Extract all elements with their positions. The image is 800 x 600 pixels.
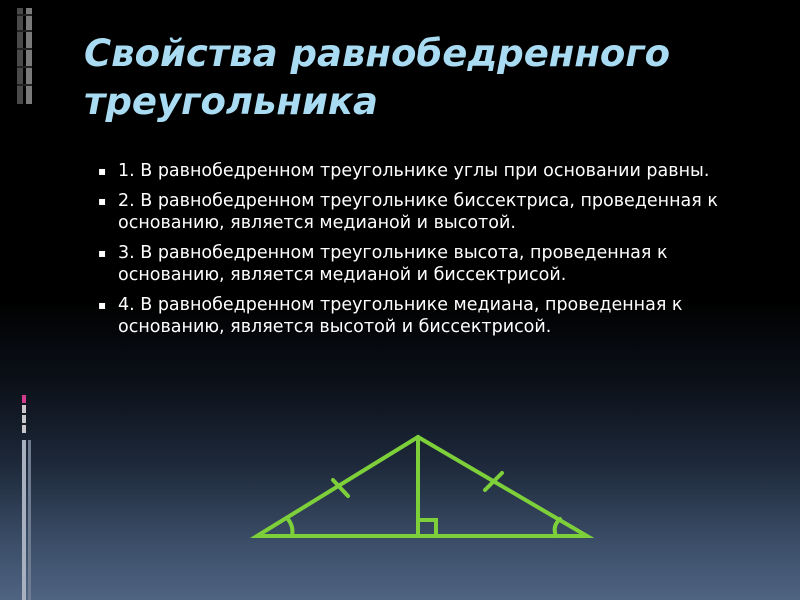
slide-title-line-1: Свойства равнобедренного xyxy=(84,32,671,75)
property-text-2: 2. В равнобедренном треугольнике биссектриса, проведенная к основанию, является медианой и высотой. xyxy=(118,191,718,233)
property-item-4 xyxy=(98,294,768,338)
left-decoration-bars xyxy=(0,0,40,600)
isosceles-triangle-diagram xyxy=(250,430,595,545)
slide-title xyxy=(84,30,764,126)
properties-list xyxy=(98,160,768,346)
bullet-square-icon: ▪ xyxy=(98,164,107,178)
property-item-1 xyxy=(98,160,768,182)
right-angle-mark xyxy=(418,520,436,536)
property-item-2 xyxy=(98,190,768,234)
bullet-square-icon: ▪ xyxy=(98,298,107,312)
property-item-3 xyxy=(98,242,768,286)
bullet-square-icon: ▪ xyxy=(98,194,107,208)
right-base-angle-arc xyxy=(555,519,560,536)
property-text-4: 4. В равнобедренном треугольнике медиана, проведенная к основанию, является высотой и биссектрисой. xyxy=(118,295,683,337)
bullet-square-icon: ▪ xyxy=(98,246,107,260)
slide-title-line-2: треугольника xyxy=(84,80,378,123)
property-text-1: 1. В равнобедренном треугольнике углы при основании равны. xyxy=(118,161,710,181)
property-text-3: 3. В равнобедренном треугольнике высота, проведенная к основанию, является медианой и биссектрисой. xyxy=(118,243,668,285)
left-base-angle-arc xyxy=(287,518,292,536)
